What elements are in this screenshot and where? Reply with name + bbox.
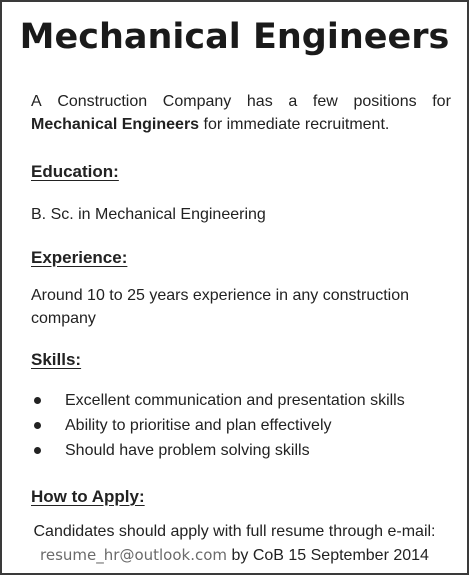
intro-paragraph: [31, 90, 451, 136]
ad-title: Mechanical Engineers: [19, 17, 450, 57]
skill-text: Should have problem solving skills: [65, 442, 310, 459]
skills-list: [31, 388, 451, 463]
bullet-icon: [34, 397, 41, 404]
experience-line-1: Around 10 to 25 years experience in any construction: [31, 287, 410, 304]
intro-rest: for immediate recruitment.: [199, 116, 390, 133]
intro-line-1: [31, 90, 451, 113]
intro-word: positions: [353, 93, 417, 110]
list-item: [31, 438, 451, 463]
skills-heading: Skills:: [31, 350, 82, 369]
skill-text: Ability to prioritise and plan effectively: [65, 417, 332, 434]
intro-word: Company: [162, 93, 232, 110]
intro-word: has: [246, 93, 273, 110]
apply-line-2: [2, 543, 467, 568]
intro-word: a: [288, 93, 298, 110]
education-heading: Education:: [31, 162, 119, 181]
apply-deadline: by CoB 15 September 2014: [227, 547, 429, 564]
intro-position-bold: Mechanical Engineers: [31, 116, 200, 133]
intro-word: Construction: [57, 93, 148, 110]
how-to-apply-heading: How to Apply:: [31, 487, 145, 506]
list-item: [31, 388, 451, 413]
intro-word: A: [31, 93, 42, 110]
intro-line-2: [31, 113, 451, 136]
education-text: B. Sc. in Mechanical Engineering: [31, 206, 266, 223]
bullet-icon: [34, 447, 41, 454]
experience-heading: Experience:: [31, 248, 128, 267]
experience-line-2: company: [31, 310, 96, 327]
list-item: [31, 413, 451, 438]
apply-line-1: Candidates should apply with full resume through e-mail:: [33, 523, 436, 540]
experience-text: [31, 284, 451, 330]
intro-word: few: [312, 93, 338, 110]
intro-word: for: [432, 93, 451, 110]
email-address: resume_hr@outlook.com: [40, 546, 228, 564]
skill-text: Excellent communication and presentation skills: [65, 392, 405, 409]
bullet-icon: [34, 422, 41, 429]
